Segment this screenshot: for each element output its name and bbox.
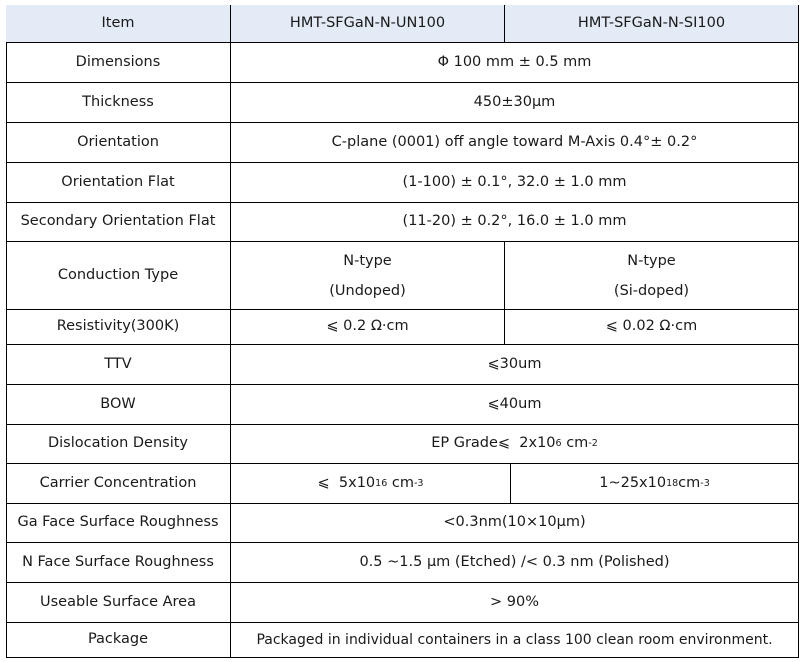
carrier-si100-prefix: 1~25x10 — [599, 474, 667, 491]
value-resistivity-un100: ⩽ 0.2 Ω·cm — [231, 310, 505, 345]
label-n-face-roughness: N Face Surface Roughness — [6, 543, 231, 583]
spec-table — [6, 5, 799, 658]
value-resistivity-si100: ⩽ 0.02 Ω·cm — [505, 310, 799, 345]
header-model-un100: HMT-SFGaN-N-UN100 — [231, 5, 505, 43]
value-dimensions: Φ 100 mm ± 0.5 mm — [231, 43, 799, 83]
label-bow: BOW — [6, 385, 231, 425]
label-thickness: Thickness — [6, 83, 231, 123]
label-conduction-type: Conduction Type — [6, 242, 231, 310]
dislocation-unit: cm — [561, 435, 589, 452]
value-usable-surface-area: > 90% — [231, 583, 799, 623]
value-conduction-si100 — [505, 242, 799, 310]
conduction-un100-note: (Undoped) — [329, 282, 406, 299]
label-ga-face-roughness: Ga Face Surface Roughness — [6, 504, 231, 543]
label-dislocation-density: Dislocation Density — [6, 425, 231, 464]
value-thickness: 450±30μm — [231, 83, 799, 123]
header-model-si100: HMT-SFGaN-N-SI100 — [505, 5, 799, 43]
value-conduction-un100 — [231, 242, 505, 310]
label-package: Package — [6, 623, 231, 658]
label-orientation: Orientation — [6, 123, 231, 163]
value-dislocation-density: EP Grade⩽ 2x10 6 cm -2 — [231, 425, 799, 464]
value-n-face-roughness: 0.5 ~1.5 μm (Etched) /< 0.3 nm (Polished) — [231, 543, 799, 583]
conduction-un100-type: N-type — [343, 252, 392, 269]
value-secondary-orientation-flat: (11-20) ± 0.2°, 16.0 ± 1.0 mm — [231, 203, 799, 242]
value-bow: ⩽40um — [231, 385, 799, 425]
value-ga-face-roughness: <0.3nm(10×10μm) — [231, 504, 799, 543]
label-orientation-flat: Orientation Flat — [6, 163, 231, 203]
label-secondary-orientation-flat: Secondary Orientation Flat — [6, 203, 231, 242]
conduction-si100-note: (Si-doped) — [613, 282, 690, 299]
header-item: Item — [6, 5, 231, 43]
conduction-si100-type: N-type — [627, 252, 676, 269]
label-usable-surface-area: Useable Surface Area — [6, 583, 231, 623]
value-carrier-un100: ⩽ 5x10 16 cm -3 — [231, 464, 511, 504]
label-dimensions: Dimensions — [6, 43, 231, 83]
carrier-un100-prefix: ⩽ 5x10 — [317, 474, 376, 491]
label-carrier-concentration: Carrier Concentration — [6, 464, 231, 504]
carrier-un100-unit: cm — [387, 474, 414, 491]
value-orientation: C-plane (0001) off angle toward M-Axis 0.4°± 0.2° — [231, 123, 799, 163]
label-resistivity: Resistivity(300K) — [6, 310, 231, 345]
value-orientation-flat: (1-100) ± 0.1°, 32.0 ± 1.0 mm — [231, 163, 799, 203]
carrier-si100-unit: cm — [678, 474, 701, 491]
label-ttv: TTV — [6, 345, 231, 385]
dislocation-prefix: EP Grade⩽ 2x10 — [431, 435, 556, 452]
value-carrier-si100: 1~25x10 18 cm -3 — [511, 464, 799, 504]
value-ttv: ⩽30um — [231, 345, 799, 385]
value-package: Packaged in individual containers in a class 100 clean room environment. — [231, 623, 799, 658]
